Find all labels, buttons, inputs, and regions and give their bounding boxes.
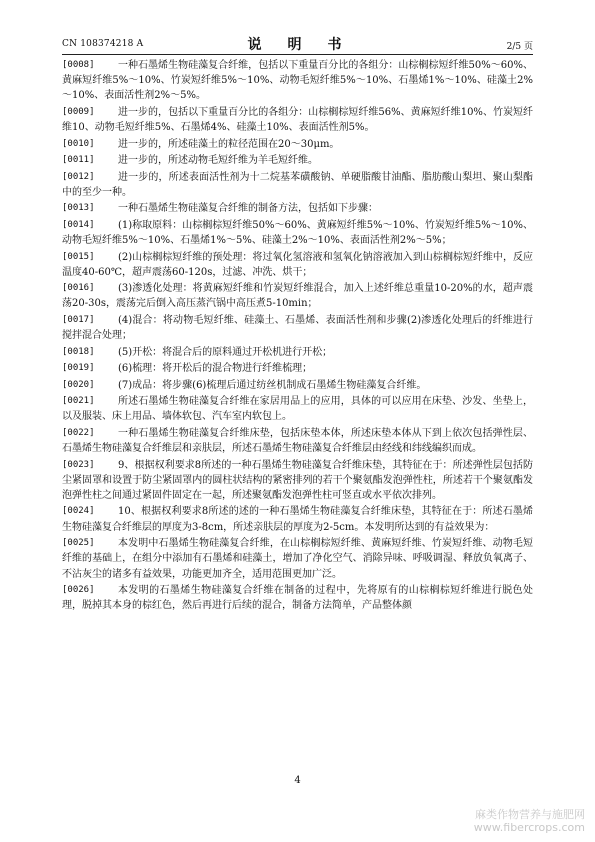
- paragraph-number: [0016]: [62, 283, 95, 294]
- page-number: 4: [294, 775, 301, 786]
- paragraph-number: [0025]: [62, 538, 95, 549]
- paragraph-number: [0024]: [62, 506, 95, 517]
- paragraph: [62, 250, 533, 280]
- paragraph: [62, 583, 533, 613]
- paragraph-text: 一种石墨烯生物硅藻复合纤维，包括以下重量百分比的各组分：山棕榈棕短纤维50%～60%、黄麻短纤维5%～10%、竹炭短纤维5%～10%、动物毛短纤维5%～10%、石墨烯1%～10%、硅藻土2%～10%、表面活性剂2%～5%。: [62, 60, 533, 102]
- paragraph-number: [0020]: [62, 379, 95, 390]
- paragraph: [62, 137, 533, 152]
- paragraph-text: (1)称取原料：山棕榈棕短纤维50%～60%、黄麻短纤维5%～10%、竹炭短纤维5%～10%、动物毛短纤维5%～10%、石墨烯1%～5%、硅藻土2%～10%、表面活性剂2%～5%；: [62, 219, 533, 247]
- paragraph-number: [0018]: [62, 346, 95, 357]
- paragraph-text: 进一步的，包括以下重量百分比的各组分：山棕榈棕短纤维56%、黄麻短纤维10%、竹炭短纤维10、动物毛短纤维5%、石墨烯4%、硅藻土10%、表面活性剂5%。: [62, 106, 533, 134]
- paragraph-text: 一种石墨烯生物硅藻复合纤维的制备方法，包括如下步骤：: [118, 203, 378, 215]
- paragraph-text: (4)混合：将动物毛短纤维、硅藻土、石墨烯、表面活性剂和步骤(2)渗透化处理后的纤维进行搅拌混合处理；: [62, 314, 533, 342]
- paragraph-text: 本发明的石墨烯生物硅藻复合纤维在制备的过程中，先将原有的山棕榈棕短纤维进行脱色处理，脱掉其本身的棕红色，然后再进行后续的混合，制备方法简单，产品整体颜: [62, 585, 533, 612]
- patent-number: CN 108374218 A: [62, 39, 144, 49]
- paragraph-number: [0023]: [62, 459, 95, 470]
- paragraph: [62, 394, 533, 424]
- paragraph-number: [0022]: [62, 427, 95, 438]
- paragraph-text: 9、根据权利要求8所述的一种石墨烯生物硅藻复合纤维床垫，其特征在于：所述弹性层包括防尘紧固罩和设置于防尘紧固罩内的圆柱状结构的紧密排列的若干个聚氨酯发泡弹性柱，所述若干个聚氨酯发泡弹性柱之间通过紧固件固定在一起，所述聚氨酯发泡弹性柱可竖直或水平依次排列。: [62, 459, 533, 501]
- paragraph-number: [0010]: [62, 138, 95, 149]
- watermark-site-name: 麻类作物营养与施肥网: [475, 808, 585, 821]
- paragraph: [62, 345, 533, 360]
- paragraph-number: [0013]: [62, 203, 95, 214]
- paragraph-text: 10、根据权利要求8所述的述的一种石墨烯生物硅藻复合纤维床垫，其特征在于：所述石墨烯生物硅藻复合纤维层的厚度为3-8cm，所述亲肤层的厚度为2-5cm。本发明所达到的有益效果为：: [62, 506, 533, 533]
- paragraph-text: (2)山棕榈棕短纤维的预处理：将过氧化氢溶液和氢氧化钠溶液加入到山棕榈棕短纤维中，反应温度40-60℃，超声震荡60-120s，过滤、冲洗、烘干；: [62, 251, 533, 278]
- paragraph-text: 所述石墨烯生物硅藻复合纤维在家居用品上的应用，具体的可以应用在床垫、沙发、坐垫上，以及服装、床上用品、墙体软包、汽车室内软包上。: [62, 396, 533, 423]
- paragraph-text: 一种石墨烯生物硅藻复合纤维床垫，包括床垫本体，所述床垫本体从下到上依次包括弹性层、石墨烯生物硅藻复合纤维层和亲肤层，所述石墨烯生物硅藻复合纤维层由经线和纬线编织而成。: [62, 427, 533, 455]
- paragraph: [62, 170, 533, 200]
- paragraph-number: [0021]: [62, 396, 95, 407]
- paragraph-text: (6)梳理：将开松后的混合物进行纤维梳理；: [118, 363, 313, 375]
- document-title: 说 明 书: [247, 37, 348, 53]
- paragraph-text: (7)成品：将步骤(6)梳理后通过纺丝机制成石墨烯生物硅藻复合纤维。: [118, 379, 427, 391]
- paragraph-text: (5)开松：将混合后的原料通过开松机进行开松；: [118, 346, 333, 358]
- paragraph: [62, 361, 533, 376]
- paragraph-number: [0011]: [62, 155, 95, 166]
- paragraph: [62, 201, 533, 216]
- paragraph-number: [0015]: [62, 251, 95, 262]
- paragraph-number: [0012]: [62, 171, 95, 182]
- paragraph-number: [0008]: [62, 60, 95, 70]
- paragraph: [62, 281, 533, 311]
- watermark: [474, 808, 585, 834]
- page-fraction: 2/5 页: [506, 42, 533, 52]
- paragraph-text: 进一步的，所述动物毛短纤维为羊毛短纤维。: [118, 155, 318, 167]
- watermark-url: www.fibercrops.com: [473, 821, 585, 834]
- paragraph-text: (3)渗透化处理：将黄麻短纤维和竹炭短纤维混合，加入上述纤维总重量10-20%的水，超声震荡20-30s，震荡完后倒入高压蒸汽锅中高压煮5-10min；: [62, 283, 533, 310]
- paragraph-text: 进一步的，所述硅藻土的粒径范围在20～30μm。: [118, 138, 340, 150]
- paragraph: [62, 58, 533, 104]
- paragraph: [62, 105, 533, 135]
- paragraph-number: [0019]: [62, 363, 95, 374]
- paragraph-text: 本发明中石墨烯生物硅藻复合纤维，在山棕榈棕短纤维、黄麻短纤维、竹炭短纤维、动物毛短纤维的基础上，在组分中添加有石墨烯和硅藻土，增加了净化空气、消除异味、呼吸调湿、释放负氧离子、不沾灰尘的诸多有益效果，功能更加齐全，适用范围更加广泛。: [62, 538, 533, 580]
- paragraph: [62, 378, 533, 393]
- page-header: [62, 34, 533, 55]
- paragraph: [62, 313, 533, 343]
- paragraph-number: [0026]: [62, 585, 95, 596]
- paragraph: [62, 153, 533, 168]
- paragraph-number: [0014]: [62, 219, 95, 230]
- paragraph-text: 进一步的，所述表面活性剂为十二烷基苯磺酸钠、单硬脂酸甘油酯、脂肪酸山梨坦、聚山梨酯中的至少一种。: [62, 171, 533, 198]
- paragraph: [62, 458, 533, 504]
- paragraph-number: [0009]: [62, 106, 95, 117]
- paragraph: [62, 536, 533, 582]
- paragraph: [62, 504, 533, 534]
- paragraph-number: [0017]: [62, 314, 95, 325]
- paragraph: [62, 426, 533, 456]
- paragraph: [62, 218, 533, 248]
- document-body: [62, 58, 533, 615]
